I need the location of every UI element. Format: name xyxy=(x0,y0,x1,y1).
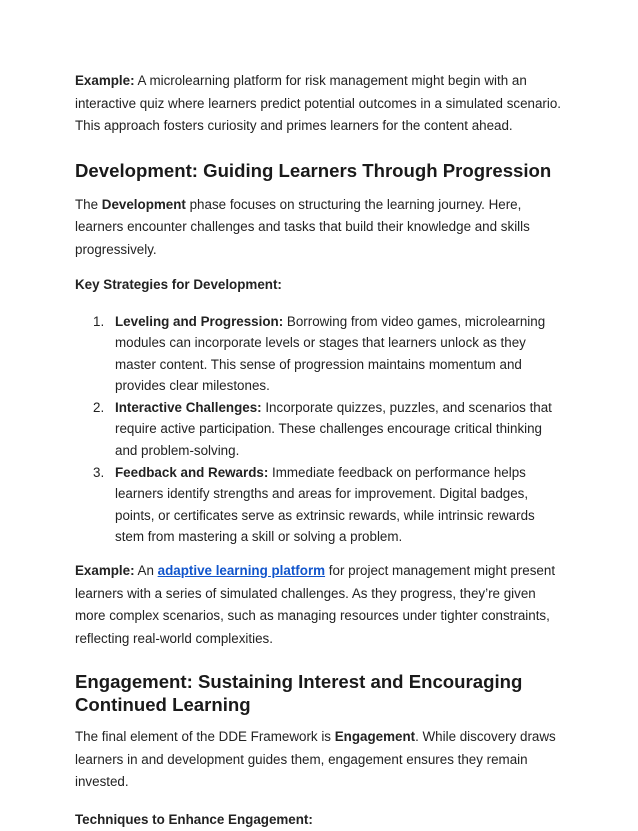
intro-example-label: Example: xyxy=(75,73,135,88)
list-item-number: 3. xyxy=(93,464,105,480)
list-item-number: 2. xyxy=(93,399,105,415)
engagement-intro xyxy=(75,726,565,794)
document-page xyxy=(75,70,565,831)
development-intro-bold: Development xyxy=(101,196,186,212)
list-item-title: Leveling and Progression: xyxy=(115,313,284,329)
list-item xyxy=(75,311,565,397)
list-item-text: Borrowing from video games, microlearning modules can incorporate levels or stages that learners unlock as they master content. This sense of progression maintains momentum and provides clear milestones. xyxy=(115,313,546,394)
engagement-intro-bold: Engagement xyxy=(334,729,416,745)
engagement-heading: Engagement: Sustaining Interest and Encouraging Continued Learning xyxy=(75,671,523,716)
development-example-paragraph xyxy=(75,560,565,650)
development-example-after: for project management might present learners with a series of simulated challenges. As they progress, they’re given more complex scenarios, such as managing resources under tighter constraints, reflecting real-world complexities. xyxy=(75,563,556,646)
development-intro-before: The xyxy=(75,196,102,212)
intro-example-paragraph xyxy=(75,70,565,138)
development-example-before: An xyxy=(134,563,158,579)
techniques-heading: Techniques to Enhance Engagement: xyxy=(75,811,313,827)
intro-example-text: A microlearning platform for risk management might begin with an interactive quiz where learners predict potential outcomes in a simulated scenario. This approach fosters curiosity and primes learners for the content ahead. xyxy=(75,73,562,133)
list-item-title: Interactive Challenges: xyxy=(115,399,262,415)
strategies-heading: Key Strategies for Development: xyxy=(75,277,282,292)
development-example-label: Example: xyxy=(75,563,135,579)
engagement-intro-after: . While discovery draws learners in and development guides them, engagement ensures they remain invested. xyxy=(75,729,556,790)
adaptive-learning-platform-link[interactable]: adaptive learning platform xyxy=(157,563,326,579)
list-item xyxy=(75,462,565,548)
engagement-intro-before: The final element of the DDE Framework is xyxy=(75,729,335,745)
development-intro-after: phase focuses on structuring the learning journey. Here, learners encounter challenges and tasks that build their knowledge and skills progressively. xyxy=(75,196,530,257)
list-item-text: Incorporate quizzes, puzzles, and scenarios that require active participation. These challenges encourage critical thinking and problem-solving. xyxy=(115,399,552,459)
strategies-list xyxy=(75,311,565,549)
list-item-title: Feedback and Rewards: xyxy=(115,464,269,480)
development-heading: Development: Guiding Learners Through Progression xyxy=(75,159,552,181)
list-item-text: Immediate feedback on performance helps learners identify strengths and areas for improvement. Digital badges, points, or certificates serve as extrinsic rewards, while intrinsic rewards stem from mastering a skill or solving a problem. xyxy=(115,464,535,545)
development-intro xyxy=(75,194,565,262)
list-item-number: 1. xyxy=(93,313,105,329)
list-item xyxy=(75,397,565,462)
